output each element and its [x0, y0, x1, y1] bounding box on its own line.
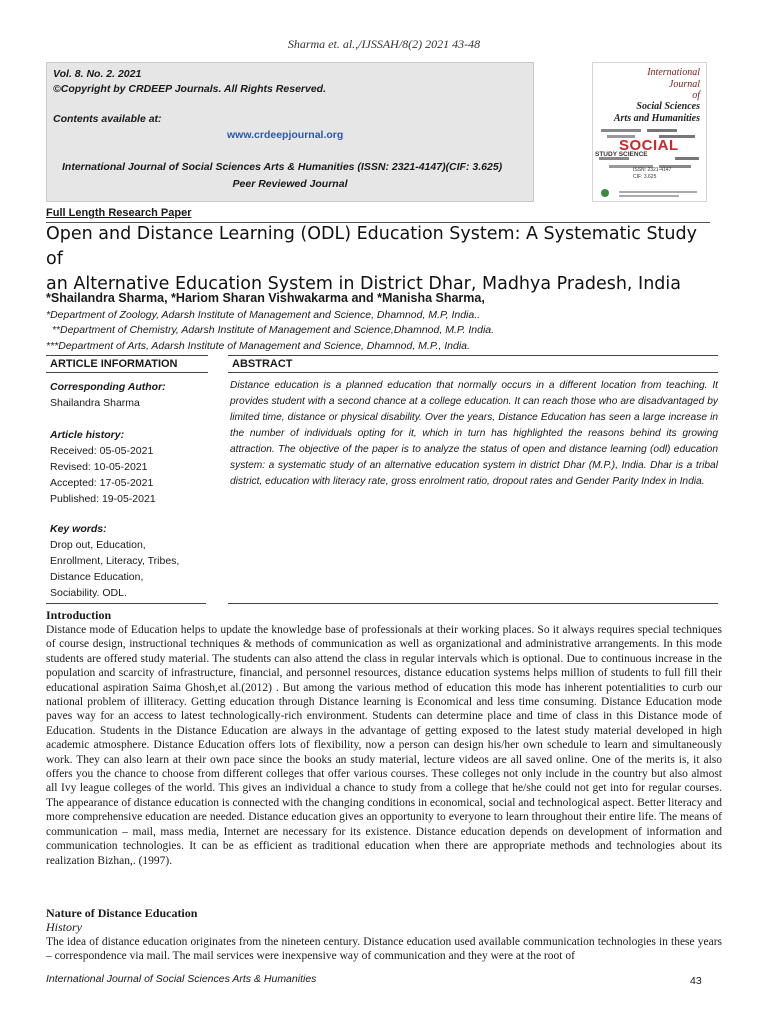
keywords-line-2: Enrollment, Literacy, Tribes,	[50, 555, 180, 567]
cover-title-4: Social Sciences	[636, 101, 700, 112]
corresponding-author-name: Shailandra Sharma	[50, 397, 140, 409]
history-body: The idea of distance education originates from the nineteen century. Distance education used available communication technologies in these years – correspondence via mail. The mail services were inexpensive way of communication and they were at the root of	[46, 936, 722, 963]
cover-big-word: SOCIAL	[619, 137, 679, 154]
published-date: Published: 19-05-2021	[50, 493, 156, 505]
cover-title-3: of	[692, 90, 700, 101]
accepted-date: Accepted: 17-05-2021	[50, 477, 154, 489]
abstract-header: ABSTRACT	[228, 355, 718, 373]
contents-label: Contents available at:	[53, 113, 162, 125]
copyright-line: ©Copyright by CRDEEP Journals. All Rights Reserved.	[53, 83, 327, 95]
paper-title-line-2: an Alternative Education System in District Dhar, Madhya Pradesh, India	[46, 274, 681, 294]
journal-url-link[interactable]: www.crdeepjournal.org	[227, 129, 344, 141]
history-subheading: History	[46, 920, 82, 934]
affiliation-2: **Department of Chemistry, Adarsh Institute of Management and Science,Dhamnod, M.P. India.	[46, 324, 495, 336]
paper-title-line-1: Open and Distance Learning (ODL) Education System: A Systematic Study of	[46, 224, 697, 269]
footer-journal-name: International Journal of Social Sciences Arts & Humanities	[46, 973, 317, 985]
keywords-line-1: Drop out, Education,	[50, 539, 146, 551]
cover-title-2: Journal	[668, 79, 700, 90]
cover-study-word: STUDY SCIENCE	[595, 151, 648, 158]
peer-review-line: Peer Reviewed Journal	[232, 178, 348, 190]
cover-title-5: Arts and Humanities	[613, 113, 700, 124]
abstract-bottom-rule	[228, 603, 718, 604]
running-header: Sharma et. al.,/IJSSAH/8(2) 2021 43-48	[287, 37, 481, 51]
affiliation-3: ***Department of Arts, Adarsh Institute of Management and Science, Dhamnod, M.P., India.	[46, 340, 470, 352]
paper-title	[46, 222, 716, 297]
author-list: *Shailandra Sharma, *Hariom Sharan Vishwakarma and *Manisha Sharma,	[46, 291, 485, 305]
article-information-header: ARTICLE INFORMATION	[46, 355, 208, 373]
nature-heading: Nature of Distance Education	[46, 906, 198, 920]
received-date: Received: 05-05-2021	[50, 445, 154, 457]
revised-date: Revised: 10-05-2021	[50, 461, 148, 473]
journal-name-line: International Journal of Social Sciences Arts & Humanities (ISSN: 2321-4147)(CIF: 3.625)	[62, 161, 503, 173]
introduction-heading: Introduction	[46, 608, 112, 622]
introduction-body: Distance mode of Education helps to update the knowledge base of professionals at their working places. So it always requires special techniques of course design, instructional techniques & methods of communication as well as organizational and administrative arrangements. In this mode students are offered study material. The students can also attend the class in regular intervals which is optional. Due to continuous increase in the population and scarcity of infrastructure, financial, and personnel resources, distance education systems helps million of students to full fill their educational aspiration Saima Ghosh,et al.(2012) . But among the various method of education this mode has inherent potentialities to curb our national problem of illiteracy. Getting education through Distance learning is Economical and less time consuming. Distance Education mode paves way for an access to latest technologically-rich environment. Students can determine place and time of class in this Distance mode of Education. Students in the Distance Education are always in the advantage of getting exposed to the latest study material developed in high academic atmosphere. Distance Education offers lots of flexibility, now a person can design his/her own schedule to learn and simultaneously work. They can also learn at their own pace since the books an study material, lecture videos are all saved online. One of the merits is, it also offers you the chance to choose from different colleges that offer various courses. These colleges not only include in the country but also almost all Ivy league colleges of the world. This gives an individual a chance to study from a college that he/she could not get into for regular courses. The appearance of distance education is connected with the changing conditions in economical, social and technological aspect. Better literacy and more comprehensive education are needed. Distance education gives an opportunity to everyone to learn throughout their entire life. The means of communication – mail, mass media, Internet are necessary for its existence. Distance education depends on development of information and communication technologies. It can be as efficient as traditional education when there are appropriate methods and technologies about its realization Bizhan,. (1997).	[46, 624, 723, 867]
corresponding-author-label: Corresponding Author:	[50, 381, 166, 393]
cover-issn: ISSN: 2321-4147	[633, 167, 672, 173]
journal-info-box	[46, 62, 534, 202]
paper-type-label: Full Length Research Paper	[46, 207, 192, 219]
keywords-line-3: Distance Education,	[50, 571, 144, 583]
abstract-text: Distance education is a planned education that normally occurs in a different location from teaching. It provides student with a second chance at a college education. It can reach those who are disadvantaged by limited time, distance or physical disability. Over the years, Distance Education has seen a large increase in the number of individuals opting for it, which in turn has highlighted the reasons behind its growing attraction. The objective of the paper is to analyze the status of open and distance learning (odl) education system: a systematic study of an alternative education system in district Dhar (M.P.), India. Dhar is a tribal district, education with literacy rate, gross enrolment ratio, dropout rates and Gender Parity Index in India.	[230, 380, 718, 487]
article-history-label: Article history:	[50, 429, 125, 441]
keywords-label: Key words:	[50, 523, 107, 535]
page-number: 43	[690, 975, 702, 987]
journal-cover-image	[592, 62, 707, 202]
volume-line: Vol. 8. No. 2. 2021	[53, 68, 142, 80]
keywords-line-4: Sociability. ODL.	[50, 587, 127, 599]
article-info-bottom-rule	[46, 603, 206, 604]
cover-cif: CIF: 3.625	[633, 174, 657, 180]
cover-footer-graphic	[599, 187, 701, 199]
cover-title-1: International	[647, 67, 700, 78]
affiliation-1: *Department of Zoology, Adarsh Institute of Management and Science, Dhamnod, M.P, India..	[46, 309, 481, 321]
